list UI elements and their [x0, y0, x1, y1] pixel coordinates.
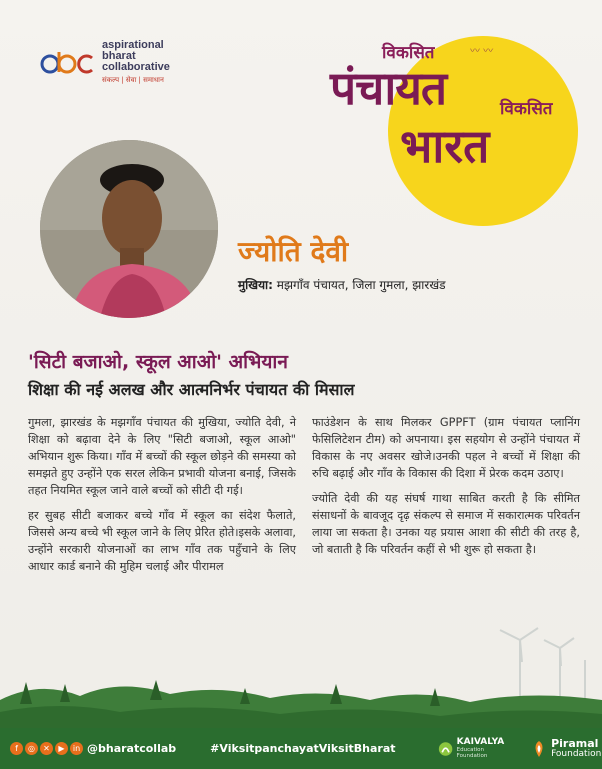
social-handle[interactable]: @bharatcollab [87, 742, 177, 755]
story-subheadline: शिक्षा की नई अलख और आत्मनिर्भर पंचायत की मिसाल [28, 380, 355, 399]
logo-line-1: aspirational [102, 39, 164, 51]
footer-bar [0, 728, 602, 769]
x-icon[interactable]: ✕ [40, 742, 53, 755]
campaign-big-1: पंचायत [330, 61, 447, 115]
story-paragraph: ज्योति देवी की यह संघर्ष गाथा साबित करती है कि सीमित संसाधनों के बावजूद दृढ़ संकल्प से समाज में सकारात्मक परिवर्तन लाया जा सकता है। उनका यह प्रयास आशा की सीटी की तरह है, जो बताती है कि परिवर्तन कहीं से भी शुरू हो सकता है। [312, 492, 580, 556]
story-paragraph: गुमला, झारखंड के मझगाँव पंचायत की मुखिया, ज्योति देवी, ने शिक्षा को बढ़ावा देने के लिए "सिटी बजाओ, स्कूल आओ" अभियान शुरू किया। गाँव में बच्चों की स्कूल छोड़ने की समस्या को समझते हुए उन्होंने एक सरल लेकिन प्रभावी योजना बनाई, जिसके तहत नियमित स्कूल जाने वाले बच्चों को सीटी दी गई। [28, 416, 296, 497]
logo-line-2: bharat [102, 50, 136, 62]
abc-logo [40, 40, 170, 86]
piramal-icon [531, 740, 547, 758]
social-links [10, 742, 83, 755]
campaign-small-1: विकसित [382, 43, 435, 63]
birds-icon: 〰 〰 [470, 46, 494, 57]
kaivalya-icon [438, 740, 453, 758]
partner2-name: Piramal [551, 737, 599, 750]
linkedin-icon[interactable]: in [70, 742, 83, 755]
logo-tagline: संकल्प | सेवा | समाधान [102, 76, 164, 84]
partner1-sub: Education Foundation [456, 747, 488, 759]
facebook-icon[interactable]: f [10, 742, 23, 755]
instagram-icon[interactable]: ◎ [25, 742, 38, 755]
profile-name: ज्योति देवी [238, 235, 349, 268]
hashtag: #ViksitpanchayatViksitBharat [210, 742, 396, 755]
profile-photo [40, 140, 218, 318]
role-label: मुखिया: [238, 278, 273, 292]
story-column-right [312, 414, 580, 566]
profile-role [238, 276, 446, 293]
role-detail: मझगाँव पंचायत, जिला गुमला, झारखंड [272, 278, 446, 292]
story-paragraph: हर सुबह सीटी बजाकर बच्चे गाँव में स्कूल का संदेश फैलाते, जिससे अन्य बच्चे भी स्कूल जाने के लिए प्रेरित होते।इसके अलावा, उन्होंने सरकारी योजनाओं का लाभ गाँव तक पहुँचाने के लिए आधार कार्ड बनाने की मुहिम चलाई और पीरामल [28, 509, 296, 573]
partner2-sub: Foundation [551, 749, 602, 759]
youtube-icon[interactable]: ▶ [55, 742, 68, 755]
campaign-small-2: विकसित [500, 99, 553, 119]
partner1-name: KAIVALYA [456, 737, 505, 747]
story-paragraph: फाउंडेशन के साथ मिलकर GPPFT (ग्राम पंचायत प्लानिंग फेसिलिटेशन टीम) को अपनाया। इस सहयोग से उन्होंने पंचायत में विकास के नए अवसर खोजे।उनकी पहल ने बच्चों में शिक्षा की रुचि बढ़ाई और गाँव के विकास की दिशा में प्रेरक कदम उठाए। [312, 416, 580, 480]
abc-logo-mark [40, 49, 96, 77]
story-column-left [28, 414, 296, 583]
story-headline: 'सिटी बजाओ, स्कूल आओ' अभियान [28, 351, 288, 373]
landscape-illustration [0, 600, 602, 730]
logo-line-3: collaborative [102, 61, 170, 73]
campaign-title [330, 40, 590, 190]
campaign-big-2: भारत [400, 119, 490, 173]
kaivalya-logo [438, 738, 508, 759]
piramal-logo [531, 738, 601, 759]
